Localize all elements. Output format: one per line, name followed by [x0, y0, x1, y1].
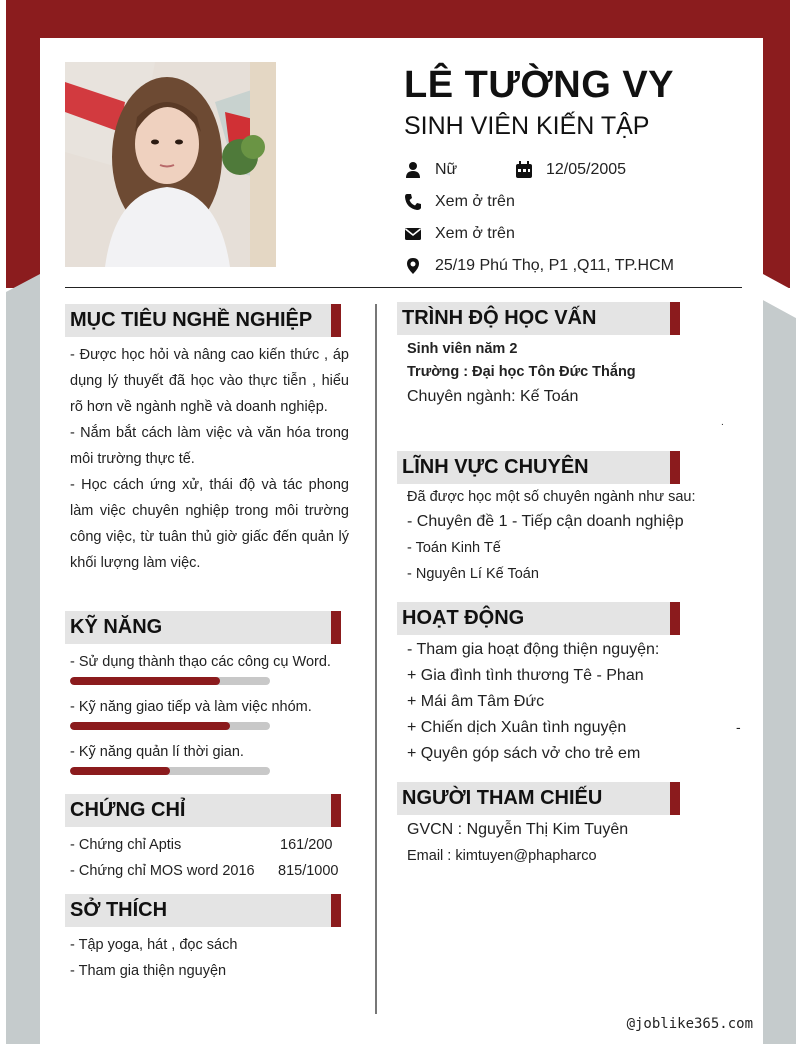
education-year: Sinh viên năm 2 [407, 341, 518, 357]
email-value: Xem ở trên [435, 225, 515, 242]
activity-item: + Chiến dịch Xuân tình nguyện [407, 719, 627, 736]
objective-heading: MỤC TIÊU NGHỀ NGHIỆP [65, 304, 341, 337]
phone-value: Xem ở trên [435, 193, 515, 210]
activity-item: + Quyên góp sách vở cho trẻ em [407, 745, 641, 762]
envelope-icon [404, 225, 422, 243]
phone-row [404, 193, 515, 211]
activity-item: - Tham gia hoạt động thiện nguyện: [407, 641, 660, 658]
activities-heading: HOẠT ĐỘNG [397, 602, 680, 635]
expertise-item: - Toán Kinh Tế [407, 540, 501, 556]
profile-photo [65, 62, 276, 267]
expertise-intro: Đã được học một số chuyên ngành như sau: [407, 489, 696, 505]
certificate-score: 815/1000 [278, 863, 339, 879]
stray-dot: . [721, 417, 724, 428]
footer-watermark: @joblike365.com [626, 1016, 753, 1032]
certificate-name: - Chứng chỉ Aptis [70, 837, 182, 853]
education-heading: TRÌNH ĐỘ HỌC VẤN [397, 302, 680, 335]
address-value: 25/19 Phú Thọ, P1 ,Q11, TP.HCM [435, 257, 674, 274]
certificate-name: - Chứng chỉ MOS word 2016 [70, 863, 255, 879]
hobby-item: - Tập yoga, hát , đọc sách [70, 937, 238, 953]
address-row [404, 257, 674, 275]
objective-text: - Được học hỏi và nâng cao kiến thức , áp dụng lý thuyết đã học vào thực tiễn , hiểu rõ hơn về ngành nghề và doanh nghiệp. - Nắm bắt cách làm việc và văn hóa trong môi trường thực tế. - Học cách ứng xử, thái độ và tác phong làm việc chuyên nghiệp trong môi trường công việc, từ tuân thủ giờ giấc đến quản lý khối lượng làm việc. [70, 347, 349, 571]
location-pin-icon [404, 257, 422, 275]
skill-bar-fill [70, 677, 220, 685]
hobby-item: - Tham gia thiện nguyện [70, 963, 227, 979]
education-school: Trường : Đại học Tôn Đức Thắng [407, 364, 636, 380]
expertise-heading: LĨNH VỰC CHUYÊN [397, 451, 680, 484]
skill-bar-fill [70, 767, 170, 775]
reference-teacher: GVCN : Nguyễn Thị Kim Tuyên [407, 821, 629, 838]
stray-dash: - [736, 719, 741, 735]
email-row [404, 225, 515, 243]
column-divider [375, 304, 377, 1014]
skill-label: - Kỹ năng giao tiếp và làm việc nhóm. [70, 699, 312, 715]
skill-bar [70, 767, 270, 775]
user-icon [404, 161, 422, 179]
skill-bar [70, 722, 270, 730]
job-title: SINH VIÊN KIẾN TẬP [404, 112, 650, 140]
expertise-item: - Chuyên đề 1 - Tiếp cận doanh nghiệp [407, 513, 684, 530]
hobbies-heading: SỞ THÍCH [65, 894, 341, 927]
gender-value: Nữ [435, 161, 458, 178]
activity-item: + Mái âm Tâm Đức [407, 693, 545, 710]
references-heading: NGƯỜI THAM CHIẾU [397, 782, 680, 815]
certificate-score: 161/200 [280, 837, 333, 853]
skills-heading: KỸ NĂNG [65, 611, 341, 644]
header-divider [65, 287, 742, 288]
certificates-heading: CHỨNG CHỈ [65, 794, 341, 827]
phone-icon [404, 193, 422, 211]
skill-label: - Kỹ năng quản lí thời gian. [70, 744, 244, 760]
calendar-icon [515, 161, 533, 179]
skill-label: - Sử dụng thành thạo các công cụ Word. [70, 654, 331, 670]
birthday-value: 12/05/2005 [546, 161, 627, 178]
education-major: Chuyên ngành: Kế Toán [407, 388, 579, 405]
expertise-item: - Nguyên Lí Kế Toán [407, 566, 539, 582]
skill-bar-fill [70, 722, 230, 730]
skill-bar [70, 677, 270, 685]
full-name: LÊ TƯỜNG VY [404, 64, 675, 106]
reference-email: Email : kimtuyen@phapharco [407, 848, 597, 864]
birthday-row [515, 161, 626, 179]
gender-row [404, 161, 457, 179]
activity-item: + Gia đình tình thương Tê - Phan [407, 667, 644, 684]
